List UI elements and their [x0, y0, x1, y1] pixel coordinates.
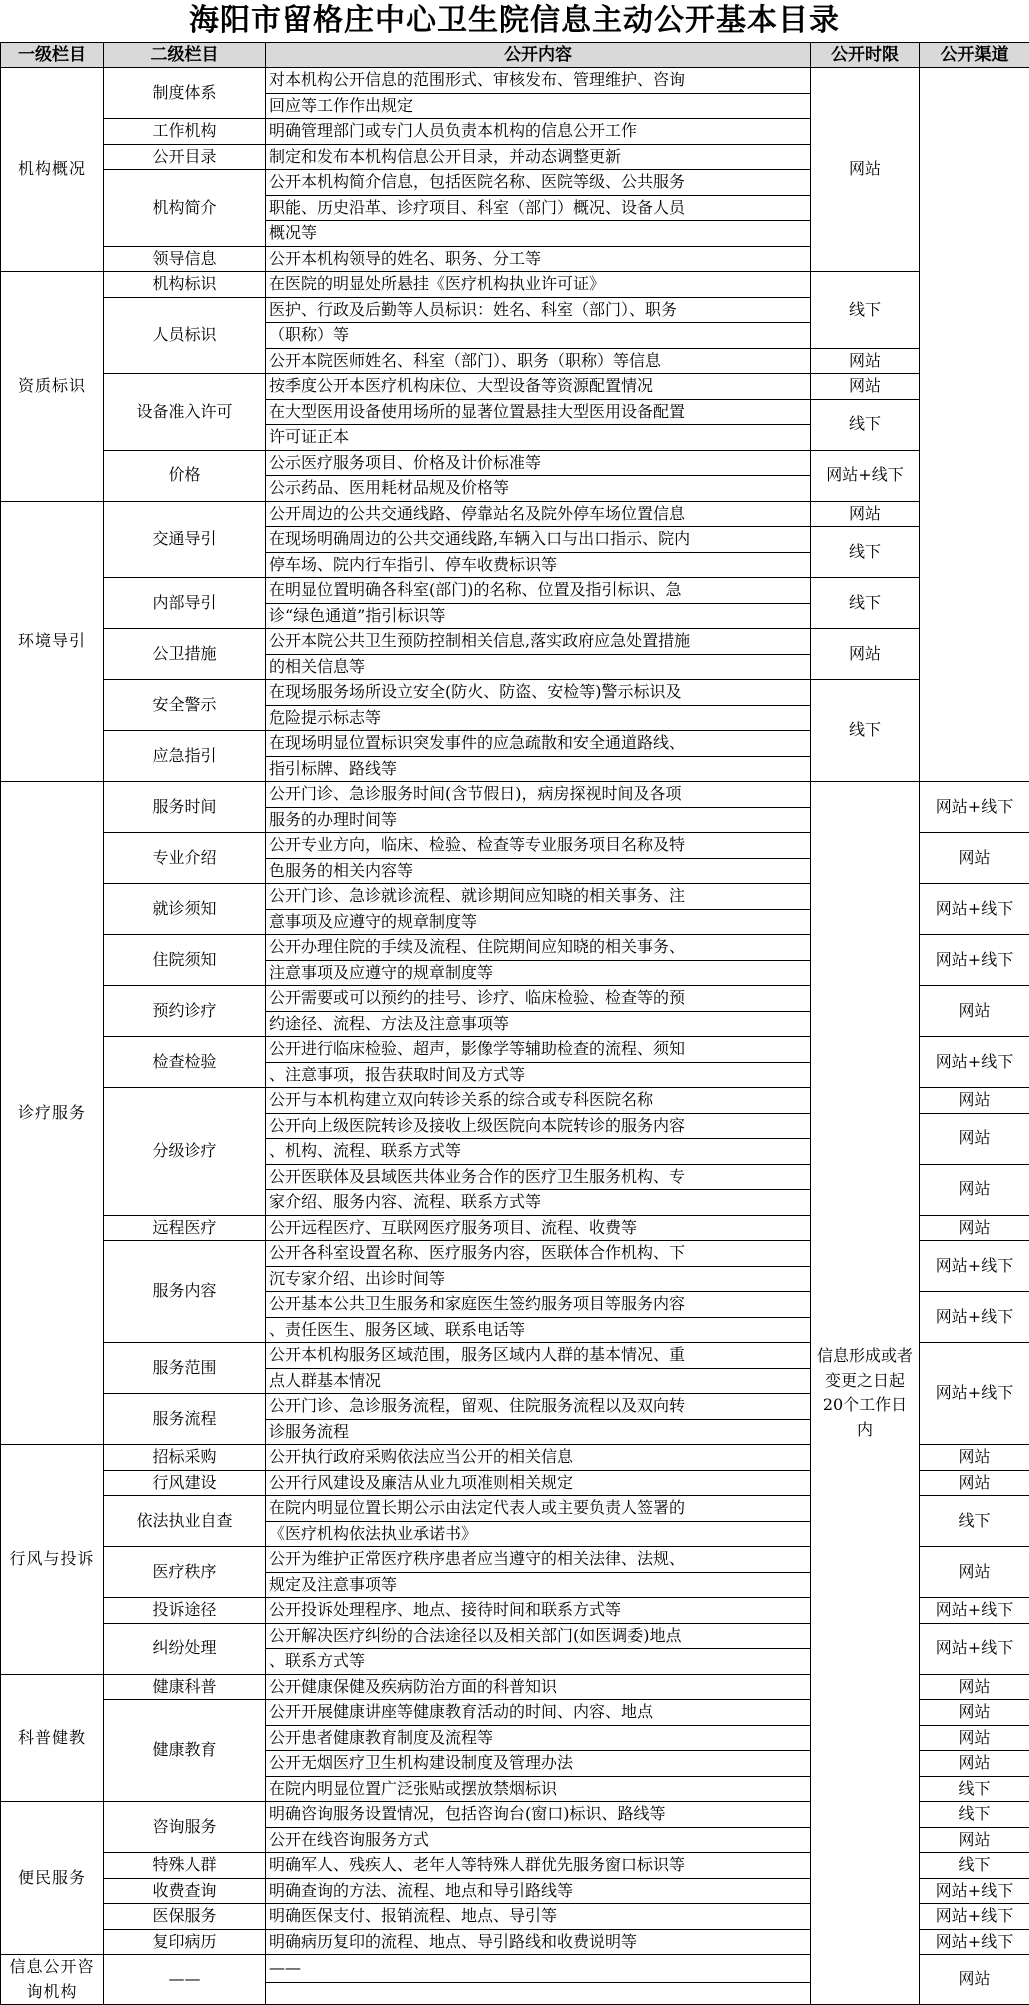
content-cell: 医护、行政及后勤等人员标识：姓名、科室（部门）、职务	[266, 297, 811, 323]
channel-cell: 网站	[920, 1674, 1029, 1700]
table-row	[1, 629, 1029, 655]
table-row	[1, 68, 1029, 94]
channel-cell: 网站	[920, 1700, 1029, 1726]
content-cell: 公开执行政府采购依法应当公开的相关信息	[266, 1445, 811, 1471]
content-cell: 在明显位置明确各科室(部门)的名称、位置及指引标识、急	[266, 578, 811, 604]
level2-cell: 服务时间	[104, 782, 266, 833]
content-cell: 公开无烟医疗卫生机构建设制度及管理办法	[266, 1751, 811, 1777]
channel-cell: 网站+线下	[920, 1037, 1029, 1088]
header-time-limit: 公开时限	[811, 43, 920, 68]
content-cell: ——	[266, 1955, 811, 1983]
level2-cell: 机构标识	[104, 272, 266, 298]
content-cell: 公开门诊、急诊服务时间(含节假日)，病房探视时间及各项	[266, 782, 811, 808]
content-cell: 公开行风建设及廉洁从业九项准则相关规定	[266, 1470, 811, 1496]
content-cell: 在院内明显位置长期公示由法定代表人或主要负责人签署的	[266, 1496, 811, 1522]
level2-cell: 远程医疗	[104, 1215, 266, 1241]
channel-cell: 网站	[811, 629, 920, 680]
channel-cell: 网站+线下	[920, 1241, 1029, 1292]
channel-cell: 网站+线下	[920, 1904, 1029, 1930]
level2-cell: ——	[104, 1955, 266, 2005]
channel-cell: 线下	[811, 578, 920, 629]
channel-cell: 网站	[920, 1088, 1029, 1114]
level2-cell: 医疗秩序	[104, 1547, 266, 1598]
level2-cell: 人员标识	[104, 297, 266, 374]
level2-cell: 公开目录	[104, 144, 266, 170]
content-cell: 公开基本公共卫生服务和家庭医生签约服务项目等服务内容	[266, 1292, 811, 1318]
content-cell: 公开各科室设置名称、医疗服务内容，医联体合作机构、下	[266, 1241, 811, 1267]
content-cell: 公开在线咨询服务方式	[266, 1827, 811, 1853]
content-cell: 公开办理住院的手续及流程、住院期间应知晓的相关事务、	[266, 935, 811, 961]
level2-cell: 检查检验	[104, 1037, 266, 1088]
table-row	[1, 272, 1029, 298]
content-cell: 公开本院医师姓名、科室（部门）、职务（职称）等信息	[266, 348, 811, 374]
content-cell: 《医疗机构依法执业承诺书》	[266, 1521, 811, 1547]
header-content: 公开内容	[266, 43, 811, 68]
content-cell: 公开远程医疗、互联网医疗服务项目、流程、收费等	[266, 1215, 811, 1241]
level2-cell: 就诊须知	[104, 884, 266, 935]
channel-cell: 网站	[811, 501, 920, 527]
channel-cell: 网站	[920, 1470, 1029, 1496]
level2-cell: 分级诊疗	[104, 1088, 266, 1216]
level1-cell: 便民服务	[1, 1802, 104, 1955]
channel-cell: 网站	[920, 833, 1029, 884]
level2-cell: 制度体系	[104, 68, 266, 119]
content-cell: 公开本院公共卫生预防控制相关信息,落实政府应急处置措施	[266, 629, 811, 655]
content-cell: 停车场、院内行车指引、停车收费标识等	[266, 552, 811, 578]
channel-cell: 线下	[920, 1853, 1029, 1879]
content-cell: 按季度公开本医疗机构床位、大型设备等资源配置情况	[266, 374, 811, 400]
header-level2: 二级栏目	[104, 43, 266, 68]
level2-cell: 健康科普	[104, 1674, 266, 1700]
content-cell: 公开本机构简介信息，包括医院名称、医院等级、公共服务	[266, 170, 811, 196]
header-channel: 公开渠道	[920, 43, 1029, 68]
channel-cell: 网站+线下	[920, 1623, 1029, 1674]
table-row	[1, 782, 1029, 808]
level1-cell: 诊疗服务	[1, 782, 104, 1445]
table-row	[1, 450, 1029, 476]
table-row	[1, 680, 1029, 706]
content-cell: 在现场明显位置标识突发事件的应急疏散和安全通道路线、	[266, 731, 811, 757]
channel-cell: 网站+线下	[920, 1292, 1029, 1343]
channel-cell: 网站+线下	[811, 450, 920, 501]
content-cell: 、机构、流程、联系方式等	[266, 1139, 811, 1165]
level2-cell: 咨询服务	[104, 1802, 266, 1853]
content-cell: 公开患者健康教育制度及流程等	[266, 1725, 811, 1751]
channel-cell: 网站+线下	[920, 1343, 1029, 1445]
channel-cell: 网站	[811, 348, 920, 374]
content-cell: 在现场服务场所设立安全(防火、防盗、安检等)警示标识及	[266, 680, 811, 706]
content-cell: 回应等工作作出规定	[266, 93, 811, 119]
content-cell: 、注意事项，报告获取时间及方式等	[266, 1062, 811, 1088]
channel-cell: 线下	[811, 680, 920, 782]
channel-cell: 网站+线下	[920, 935, 1029, 986]
channel-cell: 网站	[920, 986, 1029, 1037]
content-cell: 点人群基本情况	[266, 1368, 811, 1394]
content-cell: 诊服务流程	[266, 1419, 811, 1445]
channel-cell: 网站+线下	[920, 1878, 1029, 1904]
channel-cell: 网站	[920, 1751, 1029, 1777]
content-cell: 明确查询的方法、流程、地点和导引路线等	[266, 1878, 811, 1904]
content-cell: 公开与本机构建立双向转诊关系的综合或专科医院名称	[266, 1088, 811, 1114]
content-cell: 职能、历史沿革、诊疗项目、科室（部门）概况、设备人员	[266, 195, 811, 221]
level2-cell: 纠纷处理	[104, 1623, 266, 1674]
channel-cell: 网站	[920, 1113, 1029, 1164]
level1-cell: 环境导引	[1, 501, 104, 782]
content-cell: 明确军人、残疾人、老年人等特殊人群优先服务窗口标识等	[266, 1853, 811, 1879]
channel-cell: 线下	[920, 1496, 1029, 1547]
time-limit-cell: 信息形成或者变更之日起20个工作日内	[811, 782, 920, 2005]
content-cell: 色服务的相关内容等	[266, 858, 811, 884]
channel-cell: 网站+线下	[920, 884, 1029, 935]
level2-cell: 依法执业自查	[104, 1496, 266, 1547]
level2-cell: 公卫措施	[104, 629, 266, 680]
level1-cell: 科普健教	[1, 1674, 104, 1802]
channel-cell: 网站	[920, 1164, 1029, 1215]
content-cell: 公开向上级医院转诊及接收上级医院向本院转诊的服务内容	[266, 1113, 811, 1139]
channel-cell: 线下	[920, 1802, 1029, 1828]
channel-cell: 网站	[920, 1547, 1029, 1598]
level2-cell: 内部导引	[104, 578, 266, 629]
content-cell: 公示药品、医用耗材品规及价格等	[266, 476, 811, 502]
content-cell: 对本机构公开信息的范围形式、审核发布、管理维护、咨询	[266, 68, 811, 94]
level2-cell: 交通导引	[104, 501, 266, 578]
level2-cell: 专业介绍	[104, 833, 266, 884]
content-cell: 在现场明确周边的公共交通线路,车辆入口与出口指示、院内	[266, 527, 811, 553]
content-cell: 、联系方式等	[266, 1649, 811, 1675]
content-cell: 公开进行临床检验、超声，影像学等辅助检查的流程、须知	[266, 1037, 811, 1063]
content-cell: 明确管理部门或专门人员负责本机构的信息公开工作	[266, 119, 811, 145]
level2-cell: 复印病历	[104, 1929, 266, 1955]
content-cell: 公开开展健康讲座等健康教育活动的时间、内容、地点	[266, 1700, 811, 1726]
channel-cell: 网站	[920, 1725, 1029, 1751]
content-cell: 公开本机构领导的姓名、职务、分工等	[266, 246, 811, 272]
channel-cell: 网站+线下	[920, 1929, 1029, 1955]
content-cell: 的相关信息等	[266, 654, 811, 680]
channel-cell: 网站	[811, 68, 920, 272]
level2-cell: 医保服务	[104, 1904, 266, 1930]
content-cell: （职称）等	[266, 323, 811, 349]
level2-cell: 工作机构	[104, 119, 266, 145]
channel-cell: 线下	[811, 272, 920, 349]
content-cell: 公开需要或可以预约的挂号、诊疗、临床检验、检查等的预	[266, 986, 811, 1012]
content-cell: 制定和发布本机构信息公开目录，并动态调整更新	[266, 144, 811, 170]
level1-cell: 资质标识	[1, 272, 104, 502]
content-cell: 规定及注意事项等	[266, 1572, 811, 1598]
level2-cell: 安全警示	[104, 680, 266, 731]
content-cell: 在医院的明显处所悬挂《医疗机构执业许可证》	[266, 272, 811, 298]
content-cell: 公开本机构服务区域范围，服务区域内人群的基本情况、重	[266, 1343, 811, 1369]
content-cell: 约途径、流程、方法及注意事项等	[266, 1011, 811, 1037]
content-cell: 明确咨询服务设置情况，包括咨询台(窗口)标识、路线等	[266, 1802, 811, 1828]
content-cell: 许可证正本	[266, 425, 811, 451]
level2-cell: 预约诊疗	[104, 986, 266, 1037]
header-row	[1, 43, 1029, 68]
content-cell: 在院内明显位置广泛张贴或摆放禁烟标识	[266, 1776, 811, 1802]
level2-cell: 行风建设	[104, 1470, 266, 1496]
level1-cell: 机构概况	[1, 68, 104, 272]
channel-cell: 网站+线下	[920, 1598, 1029, 1624]
channel-cell: 网站	[920, 1445, 1029, 1471]
content-cell: 指引标牌、路线等	[266, 756, 811, 782]
level2-cell: 价格	[104, 450, 266, 501]
catalog-table	[0, 42, 1029, 2005]
level2-cell: 服务流程	[104, 1394, 266, 1445]
content-cell	[266, 1983, 811, 2005]
table-row	[1, 374, 1029, 400]
level1-cell: 行风与投诉	[1, 1445, 104, 1675]
page-title: 海阳市留格庄中心卫生院信息主动公开基本目录	[0, 0, 1029, 42]
content-cell: 意事项及应遵守的规章制度等	[266, 909, 811, 935]
content-cell: 明确病历复印的流程、地点、导引路线和收费说明等	[266, 1929, 811, 1955]
content-cell: 公开门诊、急诊就诊流程、就诊期间应知晓的相关事务、注	[266, 884, 811, 910]
level2-cell: 设备准入许可	[104, 374, 266, 451]
content-cell: 公开解决医疗纠纷的合法途径以及相关部门(如医调委)地点	[266, 1623, 811, 1649]
channel-cell: 线下	[811, 527, 920, 578]
content-cell: 在大型医用设备使用场所的显著位置悬挂大型医用设备配置	[266, 399, 811, 425]
level2-cell: 服务内容	[104, 1241, 266, 1343]
channel-cell: 网站+线下	[920, 782, 1029, 833]
channel-cell: 网站	[920, 1215, 1029, 1241]
channel-cell: 线下	[811, 399, 920, 450]
level2-cell: 特殊人群	[104, 1853, 266, 1879]
table-row	[1, 578, 1029, 604]
level2-cell: 机构简介	[104, 170, 266, 247]
content-cell: 诊“绿色通道”指引标识等	[266, 603, 811, 629]
content-cell: 公开投诉处理程序、地点、接待时间和联系方式等	[266, 1598, 811, 1624]
content-cell: 服务的办理时间等	[266, 807, 811, 833]
content-cell: 公开为维护正常医疗秩序患者应当遵守的相关法律、法规、	[266, 1547, 811, 1573]
level2-cell: 收费查询	[104, 1878, 266, 1904]
header-level1: 一级栏目	[1, 43, 104, 68]
content-cell: 概况等	[266, 221, 811, 247]
level2-cell: 住院须知	[104, 935, 266, 986]
level2-cell: 投诉途径	[104, 1598, 266, 1624]
content-cell: 公开周边的公共交通线路、停靠站名及院外停车场位置信息	[266, 501, 811, 527]
level2-cell: 领导信息	[104, 246, 266, 272]
content-cell: 公开医联体及县域医共体业务合作的医疗卫生服务机构、专	[266, 1164, 811, 1190]
level2-cell: 服务范围	[104, 1343, 266, 1394]
content-cell: 、责任医生、服务区域、联系电话等	[266, 1317, 811, 1343]
content-cell: 明确医保支付、报销流程、地点、导引等	[266, 1904, 811, 1930]
content-cell: 家介绍、服务内容、流程、联系方式等	[266, 1190, 811, 1216]
level1-cell: 信息公开咨询机构	[1, 1955, 104, 2005]
table-row	[1, 501, 1029, 527]
level2-cell: 健康教育	[104, 1700, 266, 1802]
channel-cell: 网站	[920, 1955, 1029, 2005]
level2-cell: 应急指引	[104, 731, 266, 782]
content-cell: 沉专家介绍、出诊时间等	[266, 1266, 811, 1292]
content-cell: 注意事项及应遵守的规章制度等	[266, 960, 811, 986]
content-cell: 公示医疗服务项目、价格及计价标准等	[266, 450, 811, 476]
content-cell: 危险提示标志等	[266, 705, 811, 731]
channel-cell: 网站	[811, 374, 920, 400]
content-cell: 公开门诊、急诊服务流程，留观、住院服务流程以及双向转	[266, 1394, 811, 1420]
channel-cell: 线下	[920, 1776, 1029, 1802]
channel-cell: 网站	[920, 1827, 1029, 1853]
table-body	[1, 68, 1029, 2005]
level2-cell: 招标采购	[104, 1445, 266, 1471]
content-cell: 公开健康保健及疾病防治方面的科普知识	[266, 1674, 811, 1700]
content-cell: 公开专业方向，临床、检验、检查等专业服务项目名称及特	[266, 833, 811, 859]
